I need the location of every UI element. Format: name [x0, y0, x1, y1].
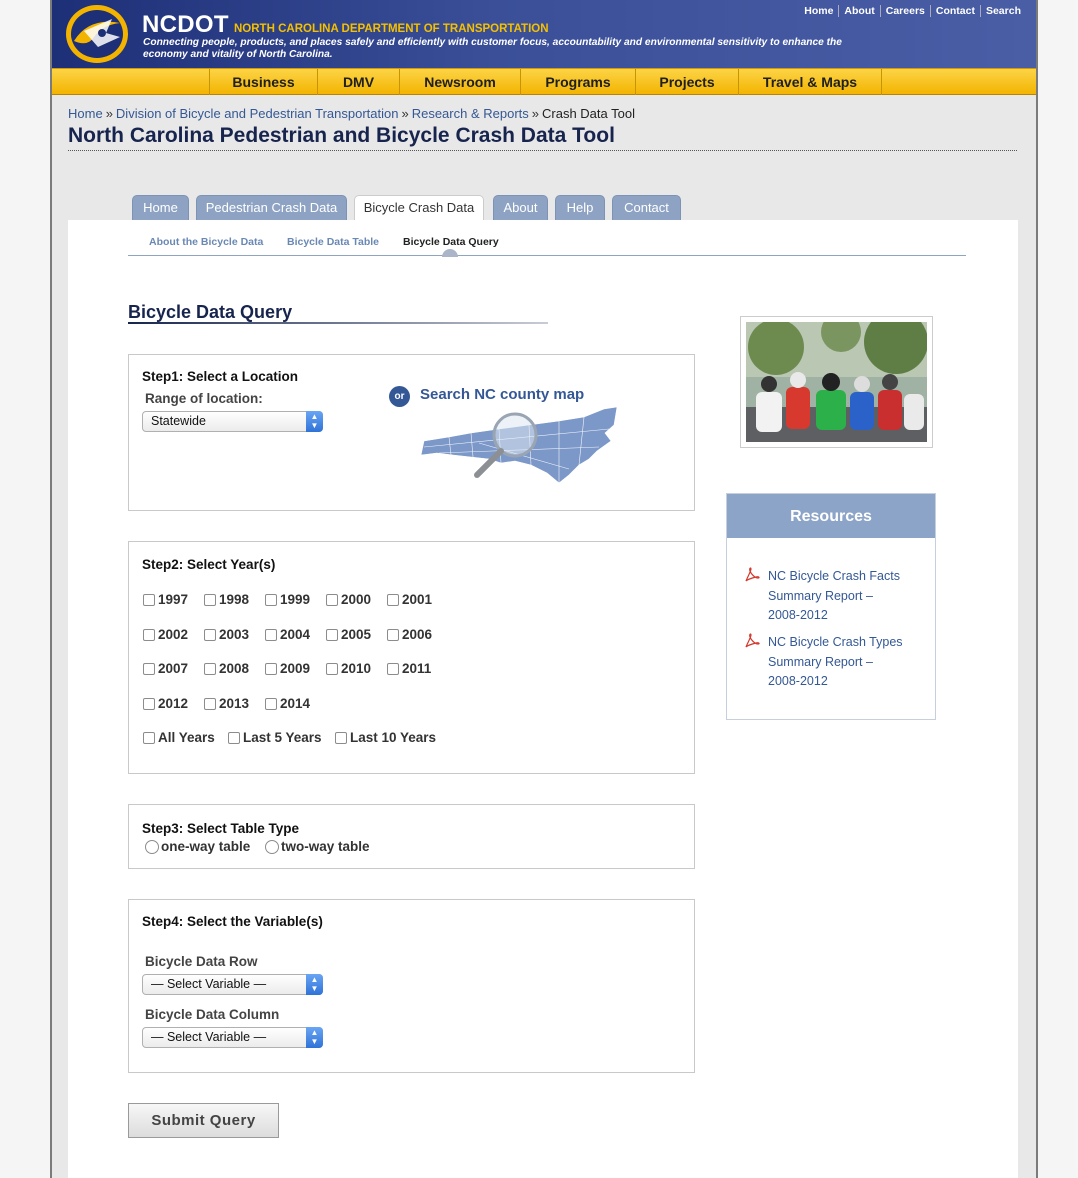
breadcrumb-current: Crash Data Tool — [542, 106, 635, 121]
subnav-bicycle-data-query[interactable]: Bicycle Data Query — [403, 236, 499, 248]
column-variable-label: Bicycle Data Column — [145, 1007, 280, 1022]
year-2001-checkbox[interactable]: 2001 — [387, 592, 432, 607]
tab-pedestrian-crash-data[interactable]: Pedestrian Crash Data — [196, 195, 347, 221]
resource-crash-types-link[interactable]: NC Bicycle Crash Types Summary Report – 2008-2012 — [743, 633, 923, 692]
year-2002-checkbox[interactable]: 2002 — [143, 627, 188, 642]
year-2007-checkbox[interactable]: 2007 — [143, 661, 188, 676]
nav-projects[interactable]: Projects — [635, 69, 738, 95]
nav-travel-maps[interactable]: Travel & Maps — [738, 69, 882, 95]
year-2008-checkbox[interactable]: 2008 — [204, 661, 249, 676]
county-map-link[interactable]: Search NC county map — [420, 386, 585, 403]
range-label: Range of location: — [145, 391, 263, 406]
main-nav — [52, 68, 1036, 95]
year-2014-checkbox[interactable]: 2014 — [265, 696, 310, 711]
step2-title: Step2: Select Year(s) — [142, 557, 276, 572]
year-2003-checkbox[interactable]: 2003 — [204, 627, 249, 642]
top-link-careers[interactable]: Careers — [880, 5, 930, 17]
one-way-table-radio[interactable]: one-way table — [145, 839, 250, 854]
row-variable-label: Bicycle Data Row — [145, 954, 258, 969]
tagline: Connecting people, products, and places safely and efficiently with customer focus, accountability and environmental sensitivity to enhance the economy and vitality of North Carolina. — [143, 37, 842, 60]
year-2013-checkbox[interactable]: 2013 — [204, 696, 249, 711]
breadcrumb-research[interactable]: Research & Reports — [411, 106, 529, 121]
breadcrumb-home[interactable]: Home — [68, 106, 103, 121]
select-arrows-icon: ▲ ▼ — [306, 411, 323, 432]
top-link-contact[interactable]: Contact — [930, 5, 980, 17]
page-title: North Carolina Pedestrian and Bicycle Crash Data Tool — [68, 124, 615, 147]
all-years-checkbox[interactable]: All Years — [143, 730, 215, 745]
step3-title: Step3: Select Table Type — [142, 821, 300, 836]
year-2012-checkbox[interactable]: 2012 — [143, 696, 188, 711]
step1-title: Step1: Select a Location — [142, 369, 299, 384]
top-link-search[interactable]: Search — [980, 5, 1026, 17]
tab-contact[interactable]: Contact — [612, 195, 681, 221]
tab-bicycle-crash-data[interactable]: Bicycle Crash Data — [354, 195, 484, 221]
brand-subtitle: NORTH CAROLINA DEPARTMENT OF TRANSPORTATION — [234, 23, 549, 35]
year-2000-checkbox[interactable]: 2000 — [326, 592, 371, 607]
top-links — [799, 5, 1026, 17]
brand-name: NCDOT — [142, 11, 229, 38]
step4-title: Step4: Select the Variable(s) — [142, 914, 323, 929]
year-2005-checkbox[interactable]: 2005 — [326, 627, 371, 642]
resources-title: Resources — [727, 494, 935, 538]
site-header — [52, 0, 1036, 68]
step3-box — [128, 804, 695, 869]
select-arrows-icon: ▲ ▼ — [306, 1027, 323, 1048]
step4-box — [128, 899, 695, 1073]
subnav-about-bicycle-data[interactable]: About the Bicycle Data — [149, 236, 264, 248]
top-link-home[interactable]: Home — [804, 5, 834, 17]
step2-box — [128, 541, 695, 774]
top-link-about[interactable]: About — [838, 5, 879, 17]
section-title: Bicycle Data Query — [128, 302, 293, 322]
subnav-bicycle-data-table[interactable]: Bicycle Data Table — [287, 236, 380, 248]
breadcrumb: Home » Division of Bicycle and Pedestrian Transportation » Research & Reports » Crash Data Tool — [68, 106, 635, 121]
pdf-icon — [743, 567, 760, 583]
year-2004-checkbox[interactable]: 2004 — [265, 627, 310, 642]
column-variable-select[interactable]: — Select Variable — ▲ ▼ — [142, 1027, 323, 1048]
year-1997-checkbox[interactable]: 1997 — [143, 592, 188, 607]
resource-crash-facts-link[interactable]: NC Bicycle Crash Facts Summary Report – 2008-2012 — [743, 567, 923, 626]
nav-programs[interactable]: Programs — [520, 69, 635, 95]
cyclists-photo — [740, 316, 933, 448]
resources-panel — [726, 493, 936, 720]
breadcrumb-division[interactable]: Division of Bicycle and Pedestrian Transportation — [115, 106, 399, 121]
year-2011-checkbox[interactable]: 2011 — [387, 661, 431, 676]
content-panel — [68, 220, 1018, 1178]
or-badge: or — [389, 386, 410, 407]
page — [50, 0, 1038, 1178]
nav-newsroom[interactable]: Newsroom — [399, 69, 520, 95]
year-2009-checkbox[interactable]: 2009 — [265, 661, 310, 676]
nav-business[interactable]: Business — [209, 69, 317, 95]
step1-box — [128, 354, 695, 511]
nav-dmv[interactable]: DMV — [317, 69, 399, 95]
pdf-icon — [743, 633, 760, 649]
submit-query-button[interactable]: Submit Query — [128, 1103, 279, 1138]
tab-about[interactable]: About — [493, 195, 548, 221]
year-2006-checkbox[interactable]: 2006 — [387, 627, 432, 642]
two-way-table-radio[interactable]: two-way table — [265, 839, 370, 854]
subnav-active-marker — [442, 249, 458, 257]
year-2010-checkbox[interactable]: 2010 — [326, 661, 371, 676]
range-select[interactable]: Statewide ▲ ▼ — [142, 411, 323, 432]
nc-county-map-icon[interactable] — [419, 403, 624, 491]
title-divider — [68, 150, 1017, 151]
tab-home[interactable]: Home — [132, 195, 189, 221]
section-divider — [128, 322, 548, 324]
tab-help[interactable]: Help — [555, 195, 605, 221]
last-10-years-checkbox[interactable]: Last 10 Years — [335, 730, 436, 745]
last-5-years-checkbox[interactable]: Last 5 Years — [228, 730, 322, 745]
sub-nav — [128, 236, 966, 256]
year-1998-checkbox[interactable]: 1998 — [204, 592, 249, 607]
row-variable-select[interactable]: — Select Variable — ▲ ▼ — [142, 974, 323, 995]
ncdot-logo-icon[interactable] — [64, 3, 130, 65]
cyclists-image — [746, 322, 927, 442]
year-1999-checkbox[interactable]: 1999 — [265, 592, 310, 607]
select-arrows-icon: ▲ ▼ — [306, 974, 323, 995]
